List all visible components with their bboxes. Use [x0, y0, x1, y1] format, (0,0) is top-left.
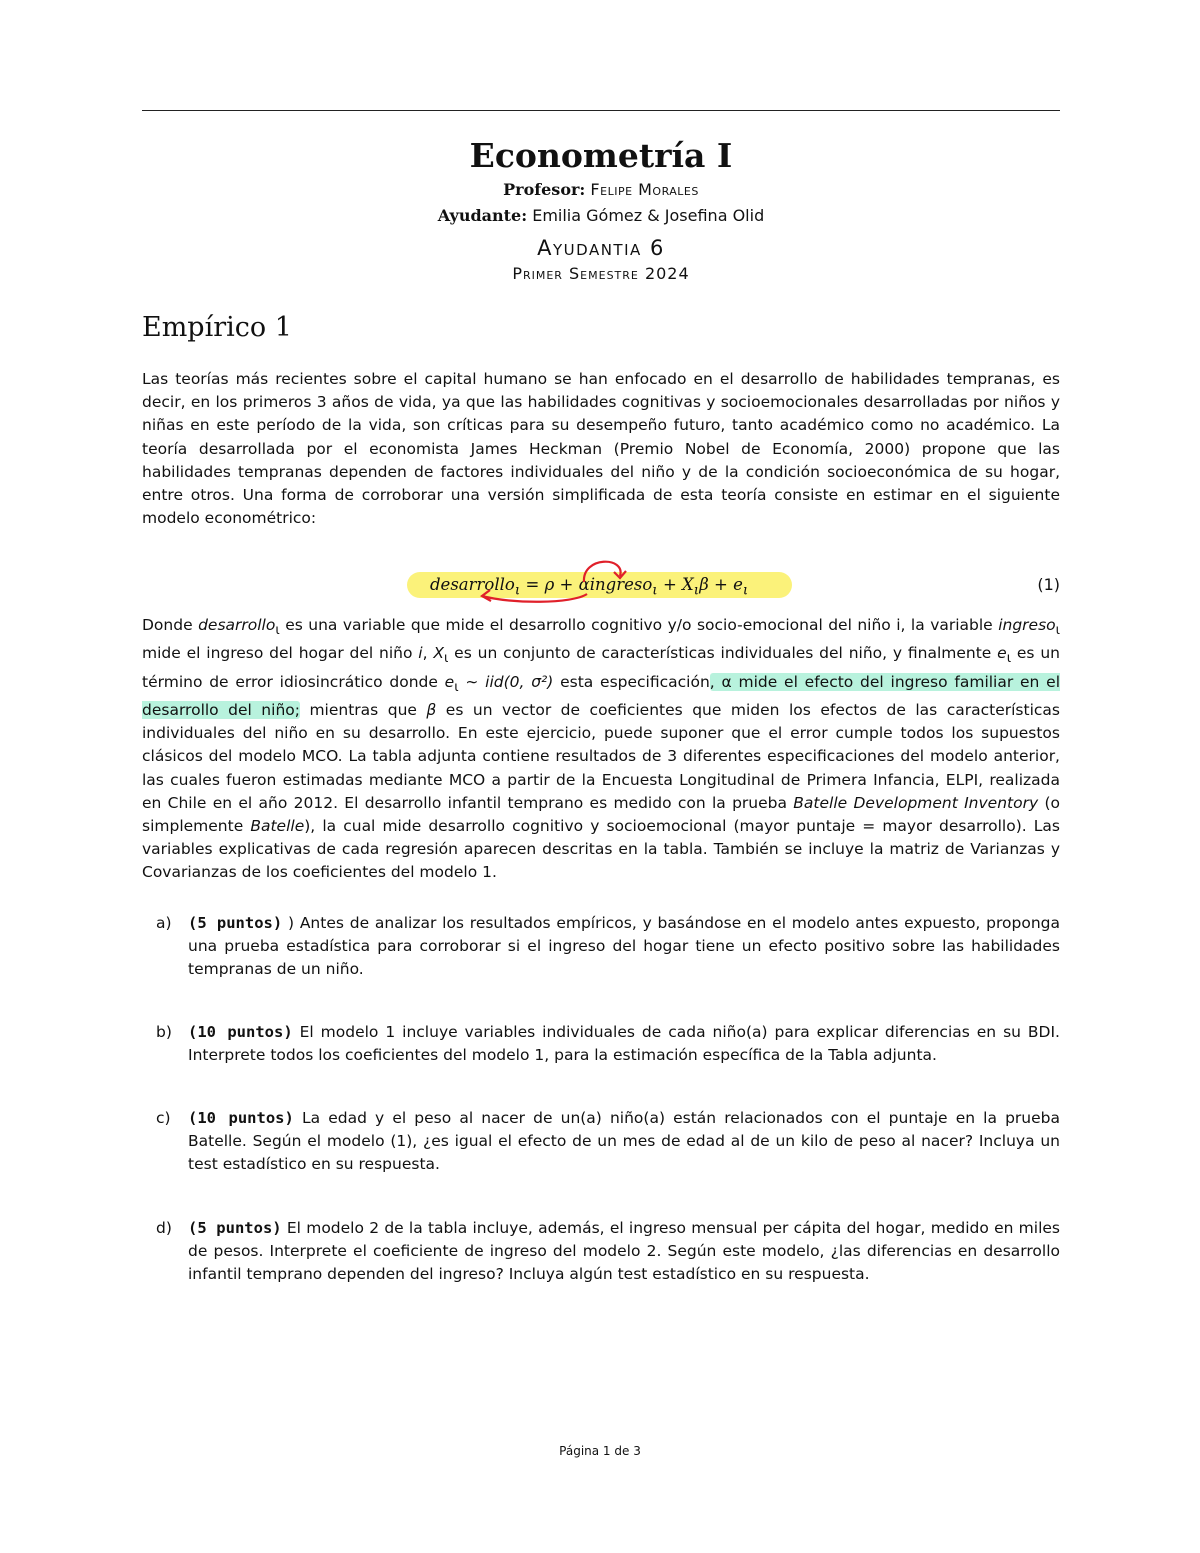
var-ingreso: ingreso [998, 616, 1056, 634]
question-points: (5 puntos) [188, 914, 283, 932]
assistant-line [142, 203, 1060, 229]
var-beta: β [426, 700, 437, 719]
eq-alpha: α [578, 575, 590, 594]
arrowhead-left [482, 590, 491, 601]
sub-i: ι [1006, 651, 1012, 667]
eq-plus: + [657, 575, 683, 594]
equation-number: (1) [1037, 575, 1060, 594]
sub-i: ι [275, 623, 280, 639]
question-text: El modelo 2 de la tabla incluye, además, el ingreso mensual per cápita del hogar, medido en miles de pesos. Interprete el coeficiente de ingreso del modelo 2. Según este modelo, ¿las diferencias en desarrollo infantil temprano dependen del ingreso? Incluya algún test estadístico en su respuesta. [188, 1219, 1060, 1284]
sub-i: ι [1055, 623, 1060, 639]
question-c [142, 1107, 1060, 1177]
green-highlight: , α mide el efecto del ingreso familiar en el desarrollo del niño; [142, 672, 1061, 719]
var-i: i [418, 644, 423, 663]
explanation-paragraph [142, 614, 1060, 885]
text-run: es un vector de coeficientes que miden los efectos de las características individuales del niño en su desarrollo. En este ejercicio, puede suponer que el error cumple todos los supuestos clásicos del modelo MCO. La tabla adjunta contiene resultados de 3 diferentes especificaciones del modelo anterior, las cuales fueron estimadas mediante MCO a partir de la Encuesta Longitudinal de Primera Infancia, ELPI, realizada en Chile en el año 2012. El desarrollo infantil temprano es medido con la prueba [142, 700, 1060, 812]
section-title: Empírico 1 [142, 312, 292, 343]
text-run: es un término de error idiosincrático donde [142, 644, 1060, 691]
professor-label: Profesor: [503, 180, 586, 199]
question-a [142, 912, 1060, 982]
eq-sub: ι [652, 582, 658, 599]
question-text: El modelo 1 incluye variables individuales de cada niño(a) para explicar diferencias en su BDI. Interprete todos los coeficientes del modelo 1, para la estimación específica de la Tabla adjunta. [188, 1023, 1060, 1065]
question-label: b) [156, 1023, 172, 1041]
handwritten-arrows [142, 570, 1060, 610]
curved-arrow-left [482, 594, 587, 602]
text-run: mide el ingreso del hogar del niño [142, 644, 419, 663]
question-body [188, 1021, 1060, 1067]
eq-plus: + [708, 575, 734, 594]
iid-expression: ∼ iid(0, σ²) [458, 672, 554, 691]
text-run: es un conjunto de características individuales del niño, y finalmente [448, 644, 998, 663]
question-label: d) [156, 1219, 172, 1237]
text-run: , [422, 644, 434, 663]
question-label: a) [156, 914, 172, 932]
page-footer: Página 1 de 3 [559, 1444, 641, 1458]
var-x: X [433, 644, 444, 663]
eq-sub: ι [742, 582, 749, 599]
eq-equals: = [520, 575, 545, 594]
professor-line [142, 177, 1060, 203]
semester: Primer Semestre 2024 [512, 264, 690, 283]
eq-beta: β [699, 575, 709, 594]
document-header [142, 135, 1060, 285]
sub-i: ι [443, 651, 449, 667]
equation-row [142, 570, 1060, 604]
text-run: ), la cual mide desarrollo cognitivo y socioemocional (mayor puntaje = mayor desarrollo). Las variables explicativas de cada regresión aparecen descritas en la tabla. También se incluye la matriz de Varianzas y Covarianzas de los coeficientes del modelo 1. [142, 816, 1060, 882]
document-title: Econometría I [469, 136, 733, 175]
question-b [142, 1021, 1060, 1067]
intro-paragraph: Las teorías más recientes sobre el capital humano se han enfocado en el desarrollo de habilidades tempranas, es decir, en los primeros 3 años de vida, ya que las habilidades cognitivas y socioemocionales desarrolladas por niños y niñas en este período de la vida, son críticas para su desempeño futuro, tanto académico como no académico. La teoría desarrollada por el economista James Heckman (Premio Nobel de Economía, 2000) propone que las habilidades tempranas dependen de factores individuales del niño y de la condición socioeconómica de su hogar, entre otros. Una forma de corroborar una versión simplificada de esta teoría consiste en estimar en el siguiente modelo econométrico: [142, 370, 1060, 528]
question-label: c) [156, 1109, 171, 1127]
eq-sub: ι [693, 582, 700, 599]
var-e: e [997, 644, 1007, 663]
text-run: mientras que [299, 700, 427, 719]
top-rule [142, 110, 1060, 111]
question-points: (10 puntos) [188, 1109, 294, 1127]
sub-i: ι [454, 679, 459, 695]
batelle-full-name: Batelle Development Inventory [793, 793, 1039, 812]
question-points: (5 puntos) [188, 1219, 282, 1237]
professor-name: Felipe Morales [590, 180, 699, 199]
eq-e: e [733, 575, 743, 594]
var-desarrollo: desarrollo [198, 616, 276, 634]
eq-plus: + [554, 575, 579, 594]
eq-ingreso: ingreso [589, 575, 653, 594]
text-run: es una variable que mide el desarrollo cognitivo y/o socio-emocional del niño i, la variable [279, 616, 999, 634]
text-run: (o simplemente [142, 793, 1060, 835]
session-title: Ayudantia 6 [537, 236, 665, 260]
question-points: (10 puntos) [188, 1023, 293, 1041]
batelle-name: Batelle [250, 816, 305, 835]
assistant-label: Ayudante: [437, 206, 528, 225]
text-run: esta especificación [553, 672, 710, 691]
question-text: La edad y el peso al nacer de un(a) niño(a) están relacionados con el puntaje en la prueba Batelle. Según el modelo (1), ¿es igual el efecto de un mes de edad al de un kilo de peso al nacer? Incluya un test estadístico en su respuesta. [188, 1109, 1060, 1174]
eq-lhs: desarrollo [430, 575, 515, 594]
assistant-names: Emilia Gómez & Josefina Olid [532, 206, 765, 225]
eq-x: X [682, 575, 694, 594]
question-body [188, 1107, 1060, 1177]
question-d [142, 1217, 1060, 1287]
text-run: Donde [142, 616, 199, 634]
question-text: ) Antes de analizar los resultados empíricos, y basándose en el modelo antes expuesto, proponga una prueba estadística para corroborar si el ingreso del hogar tiene un efecto positivo sobre las habilidades tempranas de un niño. [188, 914, 1060, 979]
eq-rho: ρ [544, 575, 555, 594]
var-e: e [444, 672, 455, 691]
eq-sub: ι [514, 582, 521, 599]
question-body [188, 912, 1060, 982]
question-body [188, 1217, 1060, 1287]
